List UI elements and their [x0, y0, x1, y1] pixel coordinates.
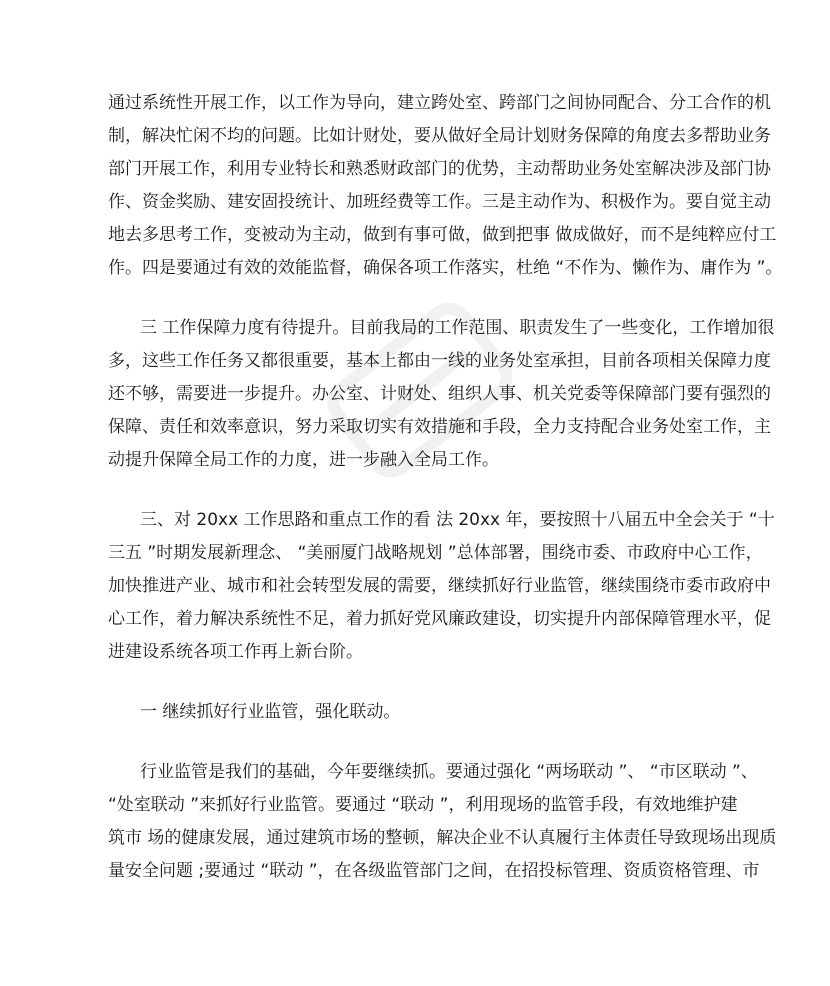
paragraph-3-line-1: 三、对 20xx 工作思路和重点工作的看 法 20xx 年，要按照十八届五中全会关于 “十 [140, 510, 775, 530]
paragraph-3-line-2: 三五 ”时期发展新理念、 “美丽厦门战略规划 ”总体部署，围绕市委、市政府中心工作， [108, 543, 763, 563]
paragraph-2-line-2: 多，这些工作任务又都很重要，基本上都由一线的业务处室承担，目前各项相关保障力度 [108, 351, 771, 371]
section-heading: 一 继续抓好行业监管，强化联动。 [140, 702, 401, 722]
paragraph-1-line-2: 制，解决忙闲不均的问题。比如计财处，要从做好全局计划财务保障的角度去多帮助业务 [108, 126, 771, 146]
paragraph-2-line-4: 保障、责任和效率意识，努力采取切实有效措施和手段，全力支持配合业务处室工作，主 [108, 417, 771, 437]
paragraph-2-line-3: 还不够，需要进一步提升。办公室、计财处、组织人事、机关党委等保障部门要有强烈的 [108, 384, 771, 404]
paragraph-5-line-3: 筑市 场的健康发展，通过建筑市场的整顿，解决企业不认真履行主体责任导致现场出现质 [108, 828, 777, 848]
paragraph-2-line-1: 三 工作保障力度有待提升。目前我局的工作范围、职责发生了一些变化，工作增加很 [140, 318, 775, 338]
paragraph-3-line-3: 加快推进产业、城市和社会转型发展的需要，继续抓好行业监管，继续围绕市委市政府中 [108, 576, 771, 596]
paragraph-5-line-4: 量安全问题 ;要通过 “联动 ”，在各级监管部门之间，在招投标管理、资质资格管理、市 [108, 861, 760, 881]
paragraph-3-line-5: 进建设系统各项工作再上新台阶。 [108, 642, 363, 662]
paragraph-1-line-4: 作、资金奖励、建安固投统计、加班经费等工作。三是主动作为、积极作为。要自觉主动 [108, 192, 771, 212]
paragraph-1-line-3: 部门开展工作，利用专业特长和熟悉财政部门的优势，主动帮助业务处室解决涉及部门协 [108, 159, 771, 179]
paragraph-2-line-5: 动提升保障全局工作的力度，进一步融入全局工作。 [108, 450, 499, 470]
paragraph-1-line-1: 通过系统性开展工作，以工作为导向，建立跨处室、跨部门之间协同配合、分工合作的机 [108, 93, 771, 113]
paragraph-5-line-1: 行业监管是我们的基础，今年要继续抓。要通过强化 “两场联动 ”、 “市区联动 ”、 [140, 762, 758, 782]
paragraph-1-line-6: 作。四是要通过有效的效能监督，确保各项工作落实，杜绝 “不作为、懒作为、庸作为 ”。 [108, 258, 783, 278]
paragraph-1-line-5: 地去多思考工作，变被动为主动，做到有事可做，做到把事 做成做好，而不是纯粹应付工 [108, 225, 777, 245]
paragraph-5-line-2: “处室联动 ”来抓好行业监管。要通过 “联动 ”，利用现场的监管手段，有效地维护建 [108, 795, 738, 815]
paragraph-3-line-4: 心工作，着力解决系统性不足，着力抓好党风廉政建设，切实提升内部保障管理水平，促 [108, 609, 771, 629]
